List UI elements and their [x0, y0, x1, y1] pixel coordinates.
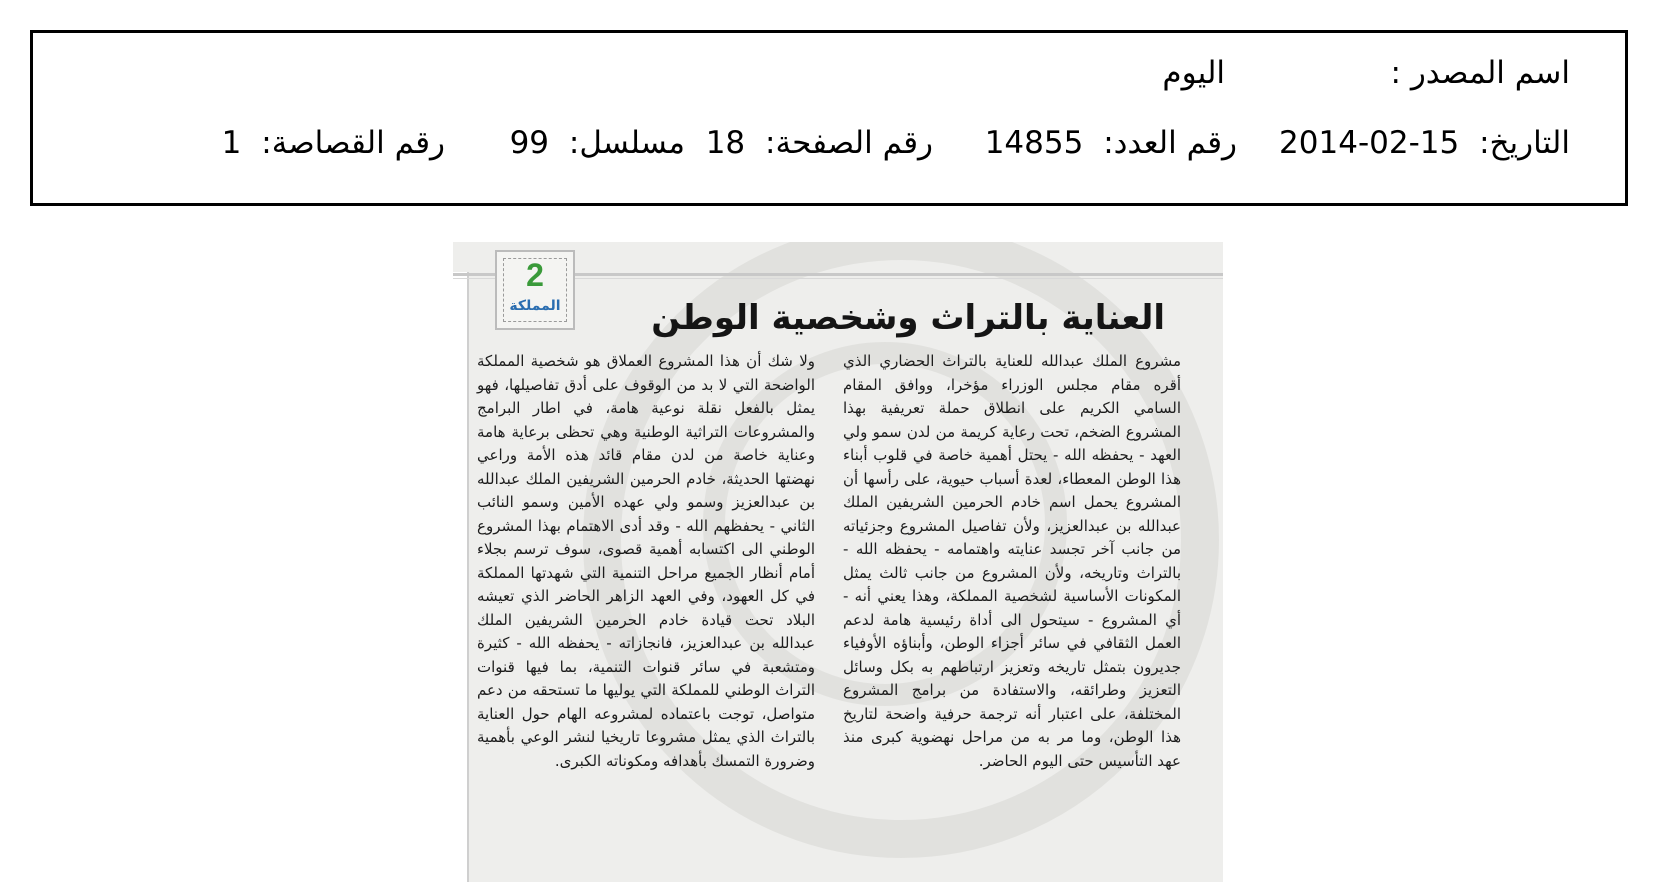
clip-label: رقم القصاصة: — [261, 125, 445, 161]
article-column-right: مشروع الملك عبدالله للعناية بالتراث الحضاري الذي أقره مقام مجلس الوزراء مؤخرا، ووافق المقام السامي الكريم على انطلاق حملة تعريفية بهذا المشروع الضخم، تحت رعاية كريمة من لدن سمو ولي العهد - يحفظه الله - يحتل أهمية خاصة في قلوب أبناء هذا الوطن المعطاء، لعدة أسباب حيوية، على رأسها أن المشروع يحمل اسم خادم الحرمين الشريفين الملك عبدالله بن عبدالعزيز، ولأن تفاصيل المشروع وجزئياته من جانب آخر تجسد عنايته واهتمامه - يحفظه الله - بالتراث وتاريخه، ولأن المشروع من جانب ثالث يمثل المكونات الأساسية لشخصية المملكة، وهذا يعني أنه - أي المشروع - سيتحول الى أداة رئيسية هامة لدعم العمل الثقافي في سائر أجزاء الوطن، وأبناؤه الأوفياء جديرون بتمثل تاريخه وتعزيز ارتباطهم به بكل وسائل التعزيز وطرائقه، والاستفادة من برامج المشروع المختلفة، على اعتبار أنه ترجمة حرفية واضحة لتاريخ هذا الوطن، وما مر به من مراحل نهضوية كبرى منذ عهد التأسيس حتى اليوم الحاضر. — [843, 352, 1181, 770]
date-field — [1279, 123, 1570, 163]
newspaper-clipping — [453, 242, 1223, 882]
date-value: 2014-02-15 — [1279, 125, 1460, 161]
metadata-header — [30, 30, 1628, 206]
article-column-left: ولا شك أن هذا المشروع العملاق هو شخصية المملكة الواضحة التي لا بد من الوقوف على أدق تفاصيلها، فهو يمثل بالفعل نقلة نوعية هامة، في اطار البرامج والمشروعات التراثية الوطنية وهي تحظى برعاية هامة وعناية خاصة من لدن مقام قائد هذه الأمة وراعي نهضتها الحديثة، خادم الحرمين الشريفين الملك عبدالله بن عبدالعزيز وسمو ولي عهده الأمين وسمو النائب الثاني - يحفظهم الله - وقد أدى الاهتمام بهذا المشروع الوطني الى اكتسابه أهمية قصوى، سوف ترسم بجلاء أمام أنظار الجميع مراحل التنمية التي شهدتها المملكة في كل العهود، وفي العهد الزاهر الحاضر الذي تعيشه البلاد تحت قيادة خادم الحرمين الشريفين الملك عبدالله بن عبدالعزيز، فانجازاته - يحفظه الله - كثيرة ومتشعبة في سائر قنوات التنمية، بما فيها قنوات التراث الوطني للمملكة التي يوليها ما تستحقه من دعم متواصل، توجت باعتماده لمشروعه الهام حول العناية بالتراث الذي يمثل مشروعا تاريخيا لنشر الوعي بأهمية وضرورة التمسك بأهدافه ومكوناته الكبرى. — [477, 352, 815, 770]
source-field — [1391, 53, 1570, 93]
page-field — [706, 123, 933, 163]
section-number: 2 — [526, 257, 544, 293]
issue-value: 14855 — [984, 125, 1084, 161]
serial-label: مسلسل: — [568, 125, 685, 161]
clip-value: 1 — [221, 125, 242, 161]
section-name: المملكة — [509, 298, 561, 314]
serial-value: 99 — [509, 125, 550, 161]
clip-field — [222, 123, 445, 163]
article-headline: العناية بالتراث وشخصية الوطن — [651, 298, 1165, 338]
source-label: اسم المصدر : — [1390, 55, 1570, 91]
page-value: 18 — [705, 125, 746, 161]
clipping-left-edge — [453, 272, 469, 882]
section-badge — [495, 250, 575, 330]
issue-field — [985, 123, 1237, 163]
serial-field — [510, 123, 685, 163]
issue-label: رقم العدد: — [1103, 125, 1237, 161]
source-value: اليوم — [1162, 55, 1225, 91]
date-label: التاريخ: — [1479, 125, 1570, 161]
page-label: رقم الصفحة: — [765, 125, 933, 161]
